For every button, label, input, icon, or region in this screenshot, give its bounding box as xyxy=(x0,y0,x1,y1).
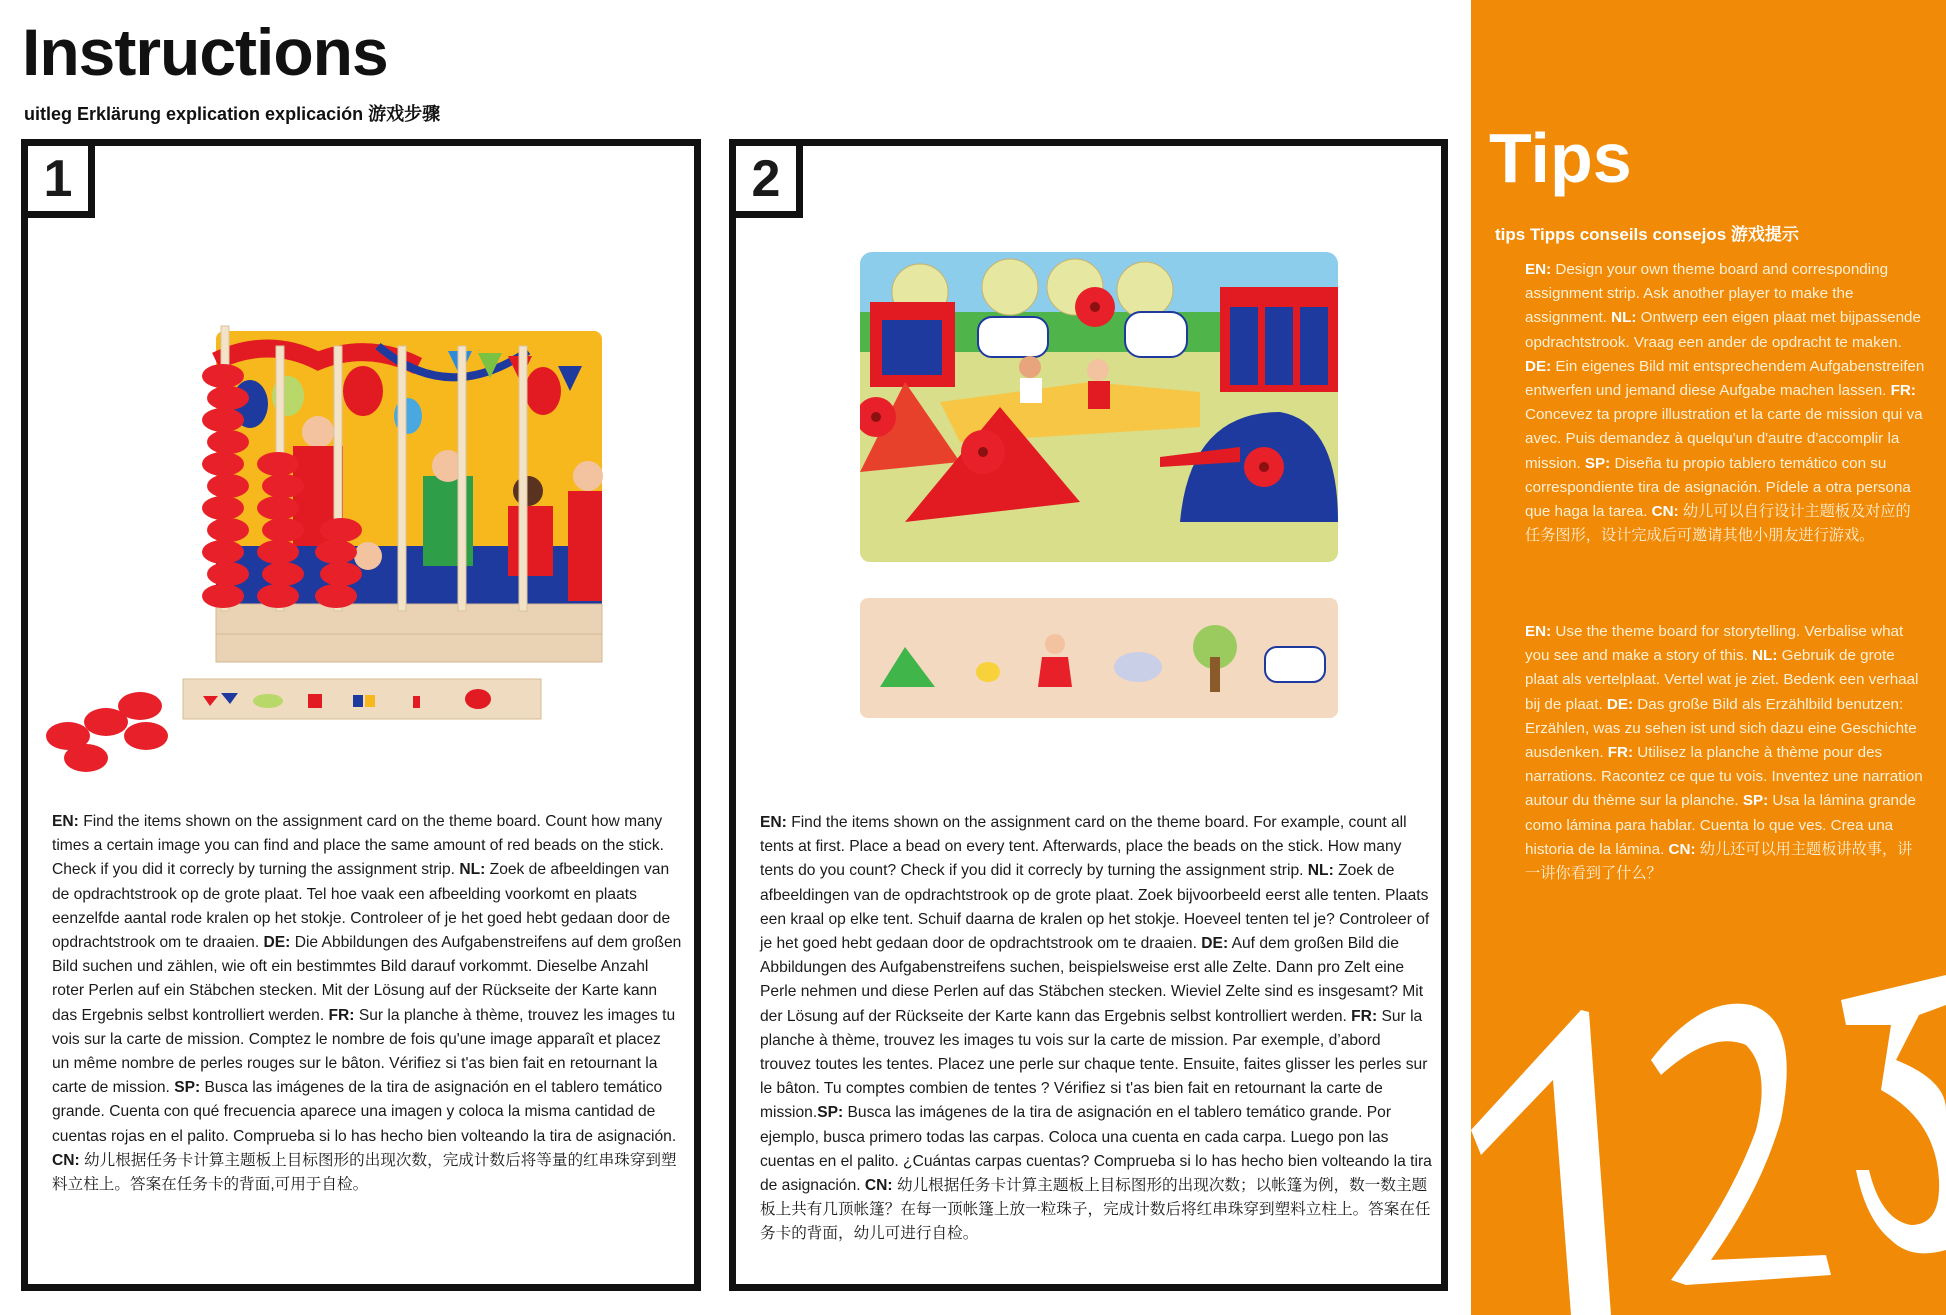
red-bead xyxy=(202,496,244,520)
red-bead xyxy=(207,474,249,498)
step-number-badge: 1 xyxy=(21,139,95,218)
red-bead xyxy=(202,364,244,388)
tips-title: Tips xyxy=(1489,119,1632,197)
red-bead xyxy=(262,518,304,542)
page-subtitle: uitleg Erklärung explication explicación 游戏步骤 xyxy=(24,104,441,124)
lang-segment: DE: Die Abbildungen des Aufgabenstreifens auf dem großen Bild suchen und zählen, wie oft ein bestimmtes Bild darauf vorkommt. Dieselbe Anzahl roter Perlen auf ein Stäbchen stecken. Mit der Lösung auf der Rückseite der Karte kann das Ergebnis selbst kontrolliert werden. xyxy=(52,934,682,1024)
step-1-panel xyxy=(21,139,701,1291)
lang-segment: CN: 幼儿可以自行设计主题板及对应的任务图形，设计完成后可邀请其他小朋友进行游戏。 xyxy=(1525,503,1911,545)
camping-theme-board-image xyxy=(860,252,1338,718)
red-bead xyxy=(207,430,249,454)
lang-segment: CN: 幼儿还可以用主题板讲故事，讲一讲你看到了什么？ xyxy=(1525,840,1913,883)
wooden-base xyxy=(216,604,602,662)
lang-segment: DE: Ein eigenes Bild mit entsprechendem Aufgabenstreifen entwerfen und jemand diese Aufgabe machen lassen. xyxy=(1525,357,1925,400)
lang-segment: SP: Busca las imágenes de la tira de asignación en el tablero temático grande. Cuenta con qué frecuencia aparece una imagen y coloca la misma cantidad de cuentas rojas en el palito. Comprueba si lo has hecho bien volteando la tira de asignación. xyxy=(52,1079,677,1145)
lang-segment: DE: Das große Bild als Erzählbild benutzen: Erzählen, was zu sehen ist und sich dazu eine Geschichte ausdenken. xyxy=(1525,695,1917,762)
red-bead xyxy=(257,584,299,608)
red-bead xyxy=(207,562,249,586)
step-1-description xyxy=(52,810,682,1197)
lang-segment: FR: Sur la planche à thème, trouvez les images tu vois sur la carte de mission. Comptez le nombre de fois qu'une image apparaît et placez un même nombre de perles rouges sur le bâton. Vérifiez si t'as bien fait en retournant la carte de mission. xyxy=(52,1006,676,1097)
red-bead xyxy=(257,452,299,476)
red-bead xyxy=(207,386,249,410)
step-2-description xyxy=(760,811,1432,1247)
lang-segment: EN: Use the theme board for storytelling. Verbalise what you see and make a story of this. xyxy=(1525,623,1904,665)
tip-1-text xyxy=(1525,258,1925,548)
red-bead xyxy=(315,540,357,564)
lang-segment: NL: Zoek de afbeeldingen van de opdrachtstrook op de grote plaat. Zoek bijvoorbeeld eerst alle tenten. Plaats een kraal op elke tent. Schuif daarna de kralen op het stokje. Hoeveel tenten tel je? Controleer of je het goed hebt gedaan door de opdrachtstrook om te draaien. xyxy=(760,862,1430,953)
step-number-badge: 2 xyxy=(729,139,803,218)
red-bead xyxy=(202,584,244,608)
red-bead xyxy=(257,540,299,564)
red-bead xyxy=(262,562,304,586)
red-bead xyxy=(202,408,244,432)
abacus-party-board-image xyxy=(28,146,694,786)
lang-segment: CN: 幼儿根据任务卡计算主题板上目标图形的出现次数；以帐篷为例，数一数主题板上共有几顶帐篷？在每一顶帐篷上放一粒珠子，完成计数后将红串珠穿到塑料立柱上。答案在任务卡的背面，幼儿可进行自检。 xyxy=(760,1177,1431,1243)
lang-segment: NL: Zoek de afbeeldingen van de opdrachtstrook op de grote plaat. Tel hoe vaak een afbeelding voorkomt en plaats eenzelfde aantal rode kralen op het stokje. Controleer of je het goed hebt gedaan door de opdrachtstrook om te draaien. xyxy=(52,861,671,952)
brush-123-decoration xyxy=(1471,920,1946,1315)
lang-segment: FR: Concevez ta propre illustration et la carte de mission qui va avec. Puis demandez à quelqu'un d'autre d'accomplir la mission. xyxy=(1525,382,1923,472)
tip-2-text xyxy=(1525,620,1925,886)
page-title: Instructions xyxy=(22,15,388,89)
lang-segment: SP: Busca las imágenes de la tira de asignación en el tablero temático grande. Por ejemplo, busca primero todas las carpas. Coloca una cuenta en cada carpa. Luego pon las cuentas en el palito. ¿Cuántas carpas cuentas? Comprueba si lo has hecho bien volteando la tira de asignación. xyxy=(760,1104,1432,1195)
red-bead xyxy=(320,518,362,542)
lang-segment: NL: Ontwerp een eigen plaat met bijpassende opdrachtstrook. Vraag een ander de opdracht te maken. xyxy=(1525,309,1921,351)
lang-segment: EN: Find the items shown on the assignment card on the theme board. Count how many times a certain image you can find and place the same amount of red beads on the stick. Check if you did it correcly by turning the assignment strip. xyxy=(52,813,664,879)
red-bead xyxy=(320,562,362,586)
lang-segment: DE: Auf dem großen Bild die Abbildungen des Aufgabenstreifens suchen, beispielsweise erst alle Zelte. Dann pro Zelt eine Perle nehmen und diese Perlen auf das Stäbchen stecken. Wieviel Zelte sind es insgesamt? Mit der Lösung auf der Rückseite der Karte kann das Ergebnis selbst kontrolliert werden. xyxy=(760,935,1424,1025)
lang-segment: SP: Diseña tu propio tablero temático con su correspondiente tira de asignación. Pídele a otra persona que haga la tarea. xyxy=(1525,454,1911,521)
step-2-panel xyxy=(729,139,1448,1291)
red-bead xyxy=(202,452,244,476)
lang-segment: SP: Usa la lámina grande como lámina para hablar. Cuenta lo que ves. Crea una historia de la lámina. xyxy=(1525,792,1916,858)
lang-segment: FR: Sur la planche à thème, trouvez les images tu vois sur la carte de mission. Par exemple, d’abord trouvez toutes les tentes. Placez une perle sur chaque tente. Ensuite, faites glisser les perles sur le bâton. Tu comptes combien de tentes ? Vérifiez si t'as bien fait en retournant la carte de mission. xyxy=(760,1007,1428,1122)
lang-segment: EN: Design your own theme board and corresponding assignment strip. Ask another player to make the assignment. xyxy=(1525,261,1889,327)
red-bead xyxy=(257,496,299,520)
tips-subtitle: tips Tipps conseils consejos 游戏提示 xyxy=(1495,225,1799,244)
tips-sidebar xyxy=(1471,0,1946,1315)
red-bead xyxy=(315,584,357,608)
red-bead xyxy=(202,540,244,564)
red-bead xyxy=(207,518,249,542)
red-bead xyxy=(262,474,304,498)
lang-segment: NL: Gebruik de grote plaat als vertelplaat. Vertel wat je ziet. Bedenk een verhaal bij de plaat. xyxy=(1525,647,1919,713)
lang-segment: CN: 幼儿根据任务卡计算主题板上目标图形的出现次数，完成计数后将等量的红串珠穿到塑料立柱上。答案在任务卡的背面,可用于自检。 xyxy=(52,1151,677,1194)
lang-segment: EN: Find the items shown on the assignment card on the theme board. For example, count all tents at first. Place a bead on every tent. Afterwards, place the beads on the stick. How many tents do you count? Check if you did it correcly by turning the assignment strip. xyxy=(760,814,1407,880)
lang-segment: FR: Utilisez la planche à thème pour des narrations. Racontez ce que tu vois. Inventez une narration autour du thème sur la planche. xyxy=(1525,744,1923,810)
